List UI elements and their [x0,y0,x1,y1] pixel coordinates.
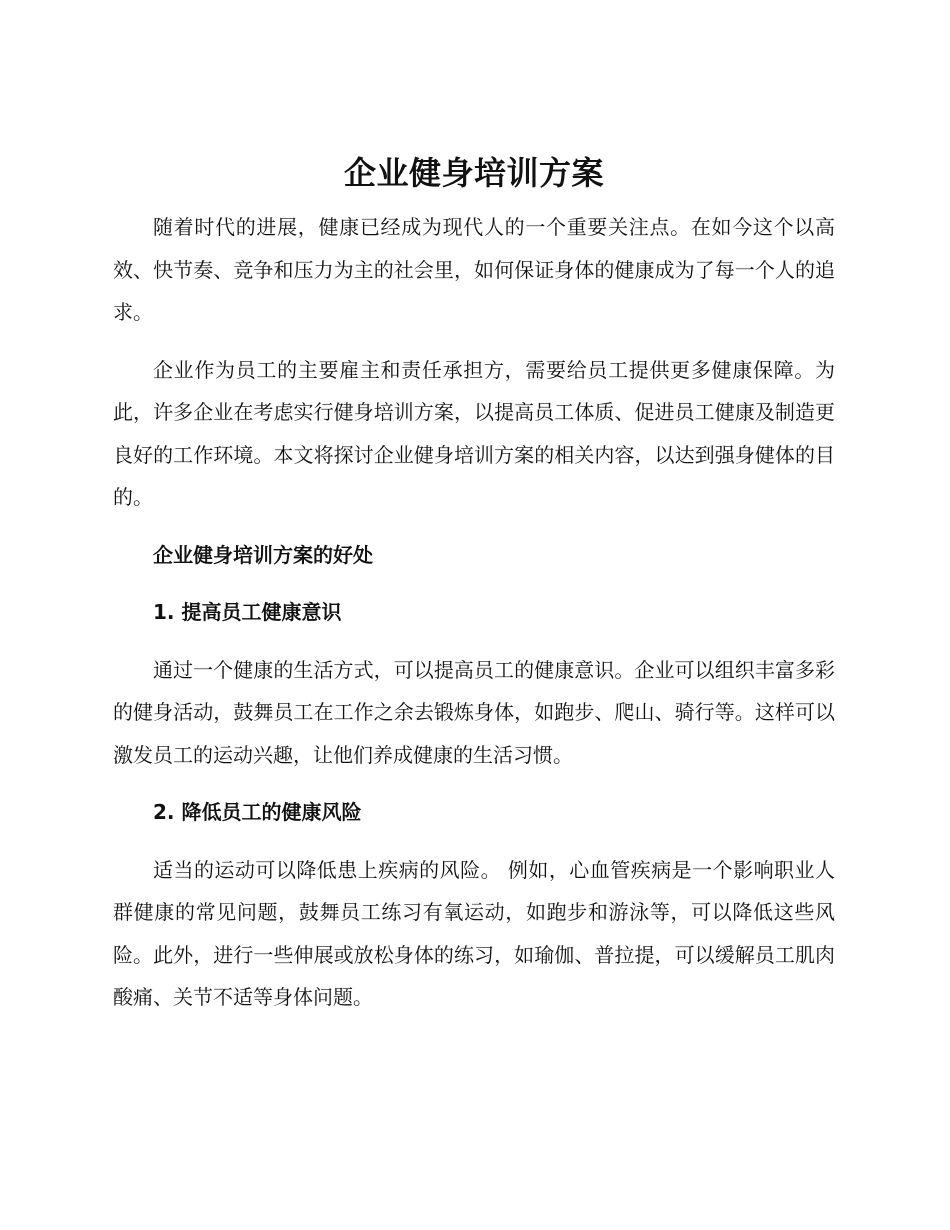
point-2-heading: 2. 降低员工的健康风险 [153,800,362,824]
document-body [113,150,835,1034]
point-1-heading: 1. 提高员工健康意识 [153,600,342,624]
intro-paragraph-1: 随着时代的进展，健康已经成为现代人的一个重要关注点。在如今这个以高效、快节奏、竞争和压力为主的社会里，如何保证身体的健康成为了每一个人的追求。 [113,215,835,324]
document-title: 企业健身培训方案 [343,154,604,192]
section-heading: 企业健身培训方案的好处 [153,542,373,567]
intro-paragraph-2: 企业作为员工的主要雇主和责任承担方，需要给员工提供更多健康保障。为此，许多企业在考虑实行健身培训方案，以提高员工体质、促进员工健康及制造更良好的工作环境。本文将探讨企业健身培训方案的相关内容，以达到强身健体的目的。 [113,357,835,509]
point-2-paragraph: 适当的运动可以降低患上疾病的风险。 例如，心血管疾病是一个影响职业人群健康的常见问题，鼓舞员工练习有氧运动，如跑步和游泳等，可以降低这些风险。此外，进行一些伸展或放松身体的练习，如瑜伽、普拉提，可以缓解员工肌肉酸痛、关节不适等身体问题。 [113,857,835,1009]
point-1-paragraph: 通过一个健康的生活方式，可以提高员工的健康意识。企业可以组织丰富多彩的健身活动，鼓舞员工在工作之余去锻炼身体，如跑步、爬山、骑行等。这样可以激发员工的运动兴趣，让他们养成健康的生活习惯。 [113,657,835,767]
